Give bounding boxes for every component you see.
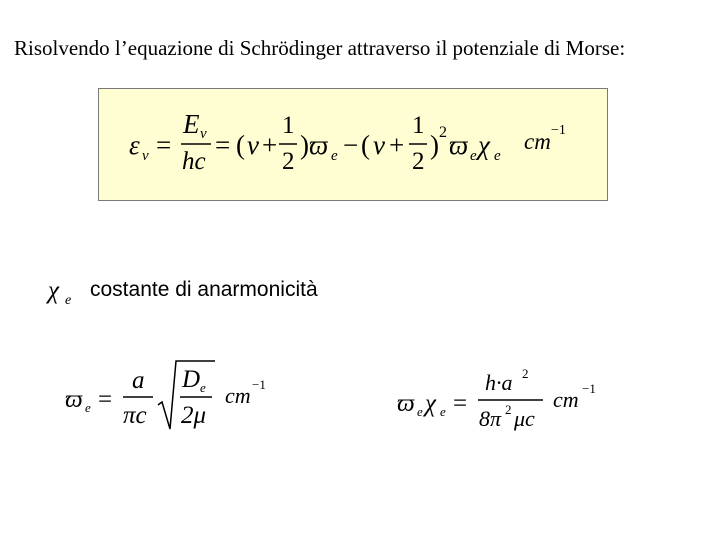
equals-sign-2: = bbox=[215, 130, 231, 160]
half-denominator-2: 2 bbox=[412, 148, 425, 175]
omega-e-formula bbox=[60, 355, 290, 440]
plus-sign-1: + bbox=[262, 130, 278, 160]
omega-e-symbol: ϖ bbox=[65, 386, 83, 413]
unit-exponent-2: −1 bbox=[252, 377, 266, 392]
hc-denominator: hc bbox=[182, 148, 206, 175]
energy-formula bbox=[99, 89, 609, 202]
d-numerator: D bbox=[182, 366, 201, 393]
two-mu-denominator: 2μ bbox=[181, 402, 207, 429]
square-exponent: 2 bbox=[439, 124, 447, 141]
plus-sign-2: + bbox=[389, 130, 405, 160]
omega-subscript-2: e bbox=[470, 148, 477, 164]
omega-e-subscript: e bbox=[85, 400, 91, 415]
d-subscript: e bbox=[200, 380, 206, 395]
pi-squared-exponent: 2 bbox=[505, 402, 512, 417]
unit-cm-3: cm bbox=[553, 387, 579, 412]
omega-chi-formula bbox=[395, 360, 610, 445]
epsilon-symbol: ε bbox=[129, 130, 140, 160]
pi-c-denominator: πc bbox=[123, 402, 147, 429]
v-variable-1: v bbox=[247, 130, 259, 160]
chi-subscript-2: e bbox=[65, 293, 72, 308]
unit-cm-2: cm bbox=[225, 383, 251, 408]
omega-subscript-1: e bbox=[331, 148, 338, 164]
open-paren-2: ( bbox=[361, 130, 370, 160]
omega-symbol-2: ϖ bbox=[449, 130, 469, 160]
omega-e-equals: = bbox=[98, 386, 113, 413]
energy-formula-box bbox=[98, 88, 608, 201]
close-paren-2: ) bbox=[430, 130, 439, 160]
chi-subscript-1: e bbox=[494, 148, 501, 164]
open-paren-1: ( bbox=[236, 130, 245, 160]
energy-subscript: v bbox=[200, 126, 207, 142]
half-numerator-1: 1 bbox=[282, 112, 295, 139]
eight-pi-denominator: 8π bbox=[479, 406, 502, 431]
chi-subscript-3: e bbox=[440, 404, 446, 419]
chi-symbol-1: χ bbox=[478, 130, 490, 160]
omega-chi-equals: = bbox=[453, 390, 468, 417]
chi-symbol-3: χ bbox=[425, 390, 436, 417]
close-paren-1: ) bbox=[300, 130, 309, 160]
a-squared-exponent: 2 bbox=[522, 366, 529, 381]
omega-symbol-1: ϖ bbox=[309, 130, 329, 160]
equals-sign-1: = bbox=[156, 130, 172, 160]
a-numerator: a bbox=[132, 367, 145, 394]
anharmonicity-caption: costante di anarmonicità bbox=[90, 278, 318, 301]
mu-c-denominator: μc bbox=[514, 406, 535, 431]
energy-symbol: E bbox=[183, 109, 200, 139]
unit-exponent-3: −1 bbox=[582, 381, 596, 396]
unit-cm-1: cm bbox=[524, 129, 551, 154]
h-a-numerator: h·a bbox=[485, 370, 513, 395]
epsilon-subscript: v bbox=[142, 148, 149, 164]
chi-symbol-2: χ bbox=[48, 277, 59, 304]
minus-sign: − bbox=[343, 130, 359, 160]
v-variable-2: v bbox=[373, 130, 385, 160]
half-denominator-1: 2 bbox=[282, 148, 295, 175]
omega-subscript-3: e bbox=[417, 404, 423, 419]
half-numerator-2: 1 bbox=[412, 112, 425, 139]
unit-exponent-1: −1 bbox=[551, 123, 566, 138]
omega-symbol-3: ϖ bbox=[397, 390, 415, 417]
chi-e-symbol bbox=[40, 270, 88, 310]
slide-title: Risolvendo l’equazione di Schrödinger attraverso il potenziale di Morse: bbox=[14, 36, 626, 60]
